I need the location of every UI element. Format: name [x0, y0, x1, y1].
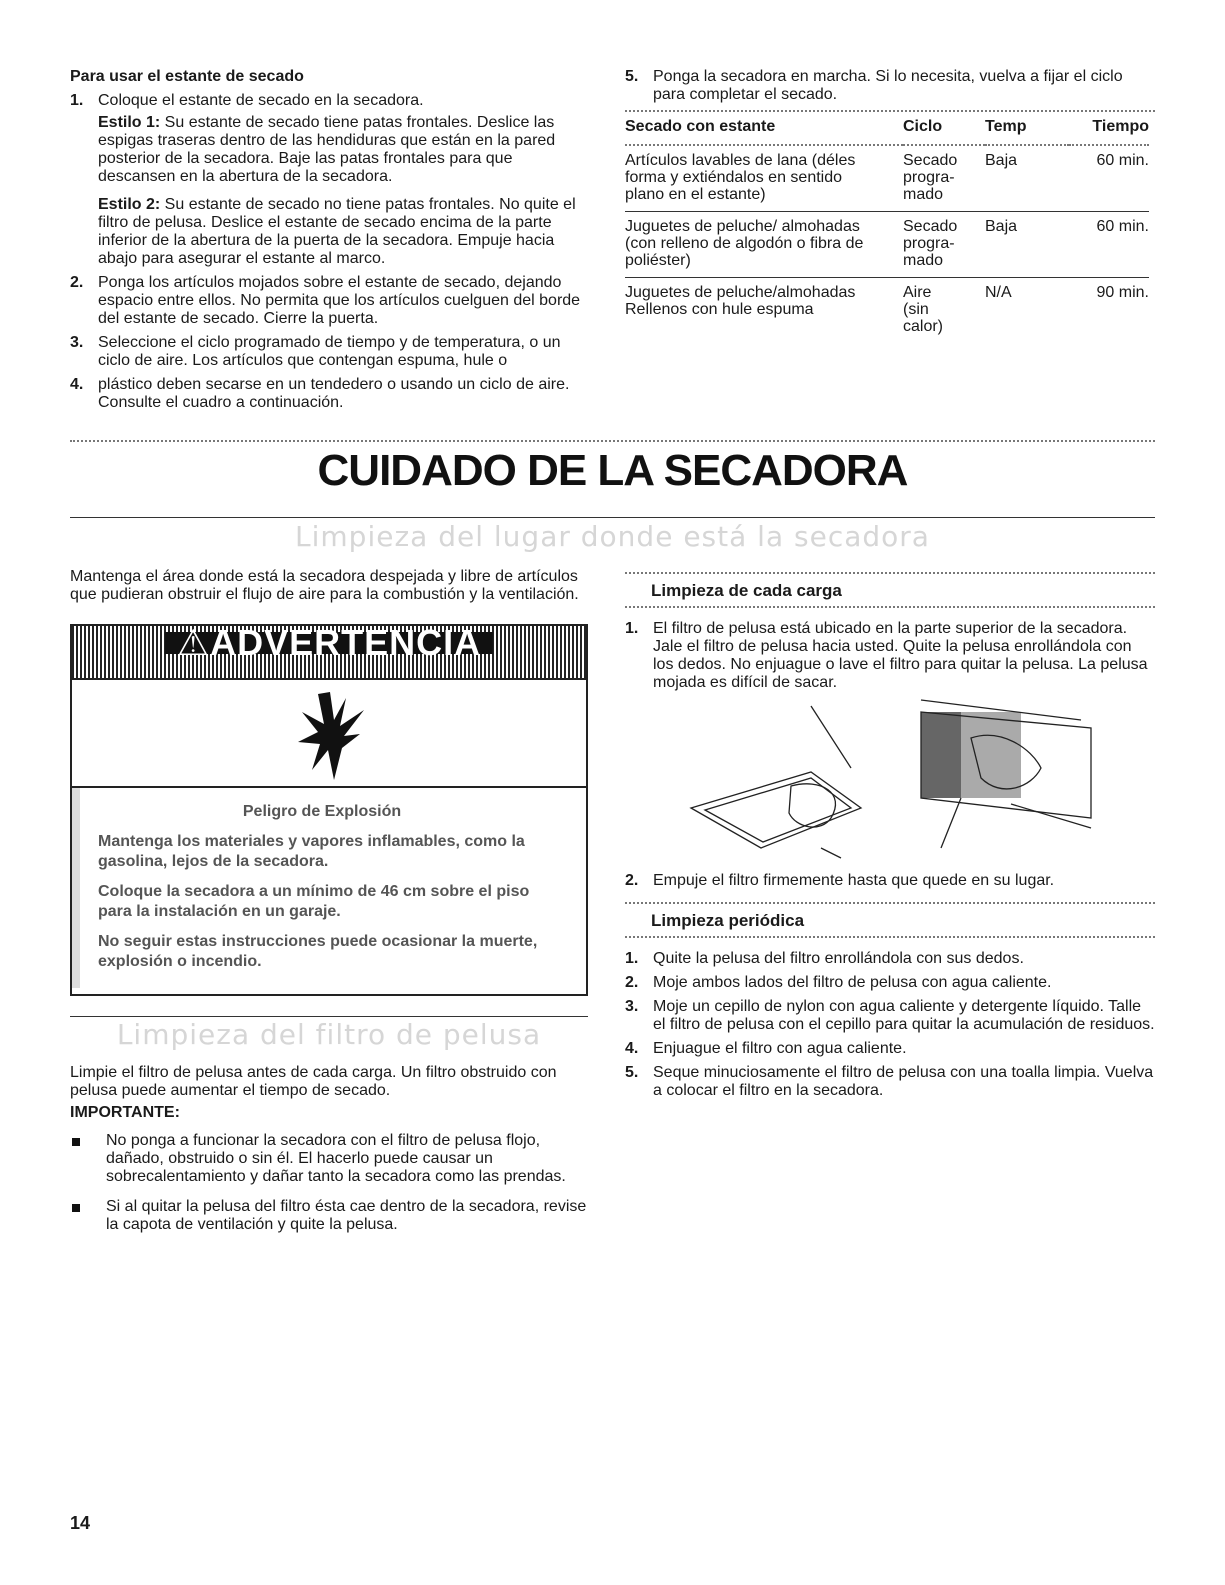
each-load-steps-2 [625, 872, 1155, 890]
step-text: Enjuague el filtro con agua caliente. [653, 1040, 907, 1057]
each-load-section [625, 572, 1155, 1106]
lint-intro: Limpie el filtro de pelusa antes de cada carga. Un filtro obstruido con pelusa puede aumentar el tiempo de secado. [70, 1064, 557, 1099]
important-label: IMPORTANTE: [70, 1104, 180, 1121]
step-text: plástico deben secarse en un tendedero o usando un ciclo de aire. Consulte el cuadro a continuación. [98, 376, 570, 411]
drying-table-section [625, 68, 1155, 343]
step-number: 5. [625, 68, 639, 85]
divider [625, 606, 1155, 608]
periodic-steps [625, 950, 1155, 1100]
warning-box [70, 624, 588, 996]
periodic-title: Limpieza periódica [651, 911, 805, 930]
drying-table [625, 112, 1149, 343]
divider [625, 936, 1155, 938]
warning-title: Peligro de Explosión [242, 803, 402, 820]
lint-filter-image [671, 698, 1141, 864]
style2-label: Estilo 2: [98, 196, 161, 213]
style2-text: Su estante de secado no tiene patas frontales. No quite el filtro de pelusa. Deslice el estante de secado encima de la parte inferior de la abertura de la puerta de la secadora. Empuje hacia abajo para asegurar el estante al marco. [98, 196, 576, 267]
list-item [625, 872, 1155, 890]
step-number: 3. [70, 334, 84, 351]
style1-label: Estilo 1: [98, 114, 161, 131]
step-number: 1. [625, 950, 639, 967]
area-intro: Mantenga el área donde está la secadora despejada y libre de artículos que pudieran obstruir el flujo de aire para la combustión y la ventilación. [70, 568, 579, 603]
each-load-title: Limpieza de cada carga [651, 581, 842, 600]
bullet-icon [72, 1204, 80, 1212]
table-cell: N/A [985, 284, 1012, 301]
table-cell: Aire (sin calor) [903, 284, 944, 335]
list-item [70, 1198, 588, 1234]
drying-rack-heading: Para usar el estante de secado [70, 68, 304, 85]
step-text: Moje ambos lados del filtro de pelusa con agua caliente. [653, 974, 1052, 991]
step-text: Seque minuciosamente el filtro de pelusa con una toalla limpia. Vuelva a colocar el filtro en la secadora. [653, 1064, 1154, 1099]
important-bullets [70, 1132, 588, 1246]
table-cell: Baja [985, 145, 1069, 212]
list-item [625, 620, 1155, 692]
table-row [625, 278, 1149, 344]
step-text: Seleccione el ciclo programado de tiempo y de temperatura, o un ciclo de aire. Los artículos que contengan espuma, hule o [98, 334, 561, 369]
location-cleaning-subtitle: Limpieza del lugar donde está la secadora [295, 520, 930, 553]
table-cell: Artículos lavables de lana (déles forma y extiéndalos en sentido plano en el estante) [625, 145, 903, 212]
list-item [625, 974, 1155, 992]
step-number: 1. [625, 620, 639, 637]
list-item [625, 998, 1155, 1034]
table-row [625, 145, 1149, 212]
step5-list [625, 68, 1155, 104]
step-text: Ponga la secadora en marcha. Si lo necesita, vuelva a fijar el ciclo para completar el secado. [653, 68, 1123, 103]
table-cell: Secado progra-mado [903, 212, 985, 278]
step-text: Moje un cepillo de nylon con agua caliente y detergente líquido. Talle el filtro de pelusa con el cepillo para quitar la acumulación de residuos. [653, 998, 1155, 1033]
table-cell: 60 min. [1069, 145, 1149, 212]
table-cell: 90 min. [1096, 284, 1149, 301]
table-cell: Secado progra-mado [903, 145, 985, 212]
warning-line: No seguir estas instrucciones puede ocasionar la muerte, explosión o incendio. [98, 933, 538, 970]
table-cell: 60 min. [1069, 212, 1149, 278]
step-text: Quite la pelusa del filtro enrollándola con sus dedos. [653, 950, 1024, 967]
style1-text: Su estante de secado tiene patas frontales. Deslice las espigas traseras dentro de las hendiduras que están en la pared posterior de la secadora. Baje las patas frontales para que descansen en la abertura de la secadora. [98, 114, 556, 185]
list-item [625, 1064, 1155, 1100]
list-item [70, 92, 588, 268]
table-cell: Juguetes de peluche/almohadas Rellenos con hule espuma [625, 284, 856, 318]
warning-label: ⚠ADVERTENCIA [165, 632, 493, 654]
explosion-icon [294, 690, 366, 782]
table-header-row [625, 112, 1149, 145]
list-item [625, 1040, 1155, 1058]
warning-line: Mantenga los materiales y vapores inflamables, como la gasolina, lejos de la secadora. [98, 833, 525, 870]
column-header: Ciclo [903, 118, 943, 135]
table-cell: Juguetes de peluche/ almohadas (con relleno de algodón o fibra de poliéster) [625, 212, 903, 278]
list-item [625, 68, 1155, 104]
step-number: 2. [625, 872, 639, 889]
section-divider [70, 440, 1155, 442]
warning-header [72, 622, 586, 678]
column-header: Secado con estante [625, 118, 776, 135]
step-number: 4. [625, 1040, 639, 1057]
step-number: 2. [625, 974, 639, 991]
step-number: 3. [625, 998, 639, 1015]
step-number: 4. [70, 376, 84, 393]
table-row [625, 212, 1149, 278]
column-header: Temp [985, 118, 1027, 135]
bullet-text: No ponga a funcionar la secadora con el filtro de pelusa flojo, dañado, obstruido o sin él. El hacerlo puede causar un sobrecalentamiento y dañar tanto la secadora como las prendas. [106, 1132, 566, 1185]
bullet-text: Si al quitar la pelusa del filtro ésta cae dentro de la secadora, revise la capota de ventilación y quite la pelusa. [106, 1198, 587, 1233]
list-item [70, 334, 588, 370]
step-number: 5. [625, 1064, 639, 1081]
drying-rack-section [70, 68, 588, 418]
list-item [70, 376, 588, 412]
step-text: Ponga los artículos mojados sobre el estante de secado, dejando espacio entre ellos. No permita que los artículos cuelguen del borde del estante de secado. Cierre la puerta. [98, 274, 581, 327]
bullet-icon [72, 1138, 80, 1146]
step-number: 1. [70, 92, 84, 109]
lint-filter-illustration [625, 698, 1155, 864]
column-header: Tiempo [1092, 118, 1149, 135]
title-rule [70, 517, 1155, 518]
drying-rack-steps [70, 92, 588, 412]
each-load-steps [625, 620, 1155, 692]
list-item [70, 1132, 588, 1186]
table-cell: Baja [985, 212, 1069, 278]
warning-symbol-area [72, 678, 586, 788]
list-item [70, 274, 588, 328]
page-number: 14 [70, 1513, 91, 1533]
list-item [625, 950, 1155, 968]
warning-line: Coloque la secadora a un mínimo de 46 cm sobre el piso para la instalación en un garaje. [98, 883, 530, 920]
step-text: El filtro de pelusa está ubicado en la parte superior de la secadora. Jale el filtro de pelusa hacia usted. Quite la pelusa enrollándola con los dedos. No enjuague o lave el filtro para quitar la pelusa. La pelusa mojada es difícil de sacar. [653, 620, 1148, 691]
style1-paragraph [98, 114, 588, 186]
style2-paragraph [98, 196, 588, 268]
warning-text-area [72, 788, 586, 988]
divider [70, 1016, 588, 1017]
step-text: Coloque el estante de secado en la secadora. [98, 92, 424, 109]
step-text: Empuje el filtro firmemente hasta que quede en su lugar. [653, 872, 1055, 889]
page-title: CUIDADO DE LA SECADORA [317, 446, 908, 495]
lint-filter-subtitle: Limpieza del filtro de pelusa [116, 1018, 542, 1051]
step-number: 2. [70, 274, 84, 291]
